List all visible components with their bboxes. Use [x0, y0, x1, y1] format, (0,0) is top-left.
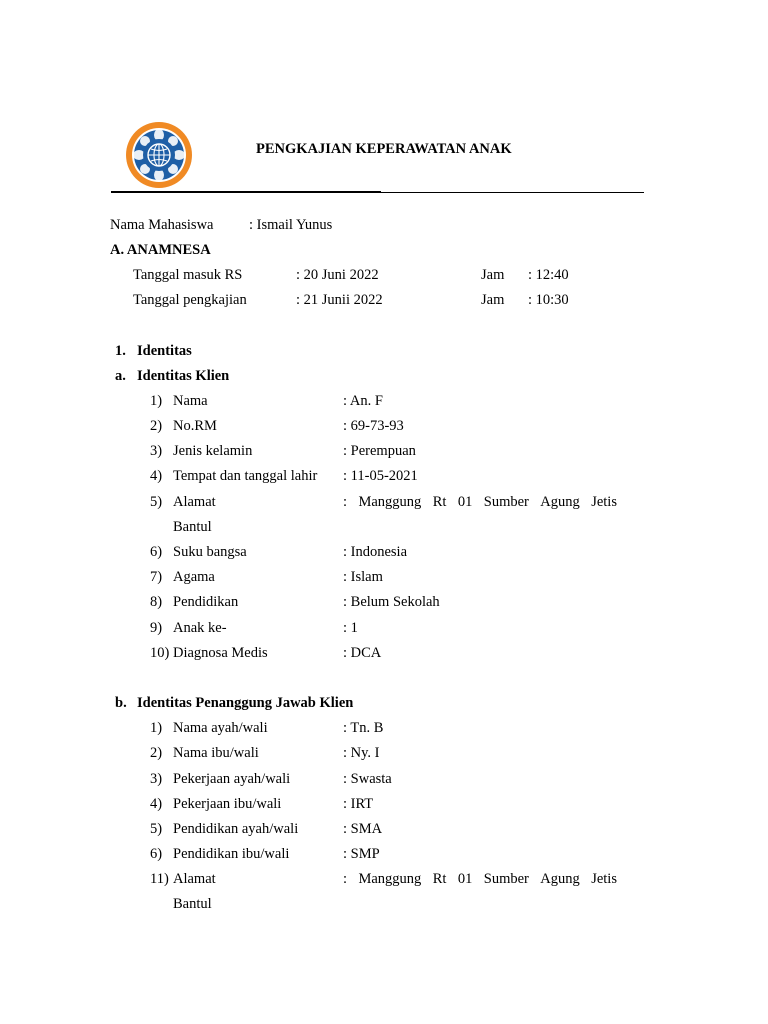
item-value: : Tn. B — [343, 720, 384, 736]
item-value: : An. F — [343, 393, 383, 409]
item-value-justified — [343, 870, 617, 888]
item-number: 10) — [150, 645, 170, 661]
institution-logo-icon — [125, 121, 193, 189]
item-value: : DCA — [343, 645, 382, 661]
item-value-word: Rt — [432, 871, 447, 887]
item-value: : 1 — [343, 620, 358, 636]
item-label: Jenis kelamin — [173, 443, 253, 459]
item-value-word: : — [343, 494, 348, 510]
identitas-heading: Identitas — [137, 343, 192, 359]
item-value: : Indonesia — [343, 544, 408, 560]
item-number: 6) — [150, 846, 163, 862]
item-number: 7) — [150, 569, 163, 585]
item-label: Pendidikan ibu/wali — [173, 846, 290, 862]
item-label: Pendidikan — [173, 594, 239, 610]
item-number: 8) — [150, 594, 163, 610]
item-value-justified — [343, 493, 617, 511]
item-value-continuation: Bantul — [173, 519, 212, 535]
item-label: Anak ke- — [173, 620, 227, 636]
item-label: Alamat — [173, 494, 216, 510]
item-value-word: Rt — [432, 494, 447, 510]
item-number: 11) — [150, 871, 169, 887]
item-label: Pendidikan ayah/wali — [173, 821, 299, 837]
item-label: Pekerjaan ibu/wali — [173, 796, 282, 812]
penanggung-heading: Identitas Penanggung Jawab Klien — [137, 695, 354, 711]
klien-number: a. — [115, 368, 126, 384]
item-value-word: Jetis — [591, 871, 617, 887]
item-label: Nama — [173, 393, 208, 409]
item-value: : 11-05-2021 — [343, 468, 418, 484]
item-value-word: Manggung — [358, 871, 422, 887]
item-number: 4) — [150, 468, 163, 484]
item-value: : Perempuan — [343, 443, 416, 459]
item-label: Alamat — [173, 871, 216, 887]
assessment-time-value: : 10:30 — [528, 292, 569, 308]
item-value-word: : — [343, 871, 348, 887]
item-value-word: Manggung — [358, 494, 422, 510]
item-value-word: 01 — [457, 871, 473, 887]
student-value: : Ismail Yunus — [249, 217, 333, 233]
item-value: : SMP — [343, 846, 380, 862]
item-value-word: Jetis — [591, 494, 617, 510]
item-number: 4) — [150, 796, 163, 812]
assessment-date-label: Tanggal pengkajian — [133, 292, 247, 308]
item-label: Nama ibu/wali — [173, 745, 259, 761]
item-value-word: 01 — [457, 494, 473, 510]
item-number: 3) — [150, 771, 163, 787]
admission-date-label: Tanggal masuk RS — [133, 267, 243, 283]
section-a-heading: A. ANAMNESA — [110, 242, 211, 258]
item-value: : Swasta — [343, 771, 392, 787]
klien-heading: Identitas Klien — [137, 368, 230, 384]
item-label: Suku bangsa — [173, 544, 247, 560]
item-label: Tempat dan tanggal lahir — [173, 468, 318, 484]
assessment-time-label: Jam — [481, 292, 505, 308]
item-number: 9) — [150, 620, 163, 636]
item-value-word: Agung — [540, 871, 580, 887]
item-value-word: Sumber — [483, 494, 529, 510]
item-number: 5) — [150, 821, 163, 837]
item-number: 3) — [150, 443, 163, 459]
item-value-word: Sumber — [483, 871, 529, 887]
item-value: : IRT — [343, 796, 374, 812]
item-number: 5) — [150, 494, 163, 510]
item-label: Diagnosa Medis — [173, 645, 268, 661]
item-value: : Islam — [343, 569, 383, 585]
admission-time-label: Jam — [481, 267, 505, 283]
item-value: : 69-73-93 — [343, 418, 404, 434]
student-label: Nama Mahasiswa — [110, 217, 214, 233]
item-value: : Ny. I — [343, 745, 380, 761]
item-value: : Belum Sekolah — [343, 594, 440, 610]
item-label: No.RM — [173, 418, 217, 434]
item-number: 1) — [150, 720, 163, 736]
item-value: : SMA — [343, 821, 383, 837]
admission-time-value: : 12:40 — [528, 267, 569, 283]
item-number: 2) — [150, 418, 163, 434]
penanggung-number: b. — [115, 695, 127, 711]
item-value-continuation: Bantul — [173, 896, 212, 912]
item-value-word: Agung — [540, 494, 580, 510]
item-number: 2) — [150, 745, 163, 761]
identitas-number: 1. — [115, 343, 126, 359]
item-label: Pekerjaan ayah/wali — [173, 771, 291, 787]
item-number: 6) — [150, 544, 163, 560]
header-divider — [111, 192, 644, 193]
page-title: PENGKAJIAN KEPERAWATAN ANAK — [256, 141, 512, 157]
item-number: 1) — [150, 393, 163, 409]
item-label: Agama — [173, 569, 215, 585]
item-label: Nama ayah/wali — [173, 720, 268, 736]
assessment-date-value: : 21 Junii 2022 — [296, 292, 383, 308]
admission-date-value: : 20 Juni 2022 — [296, 267, 379, 283]
